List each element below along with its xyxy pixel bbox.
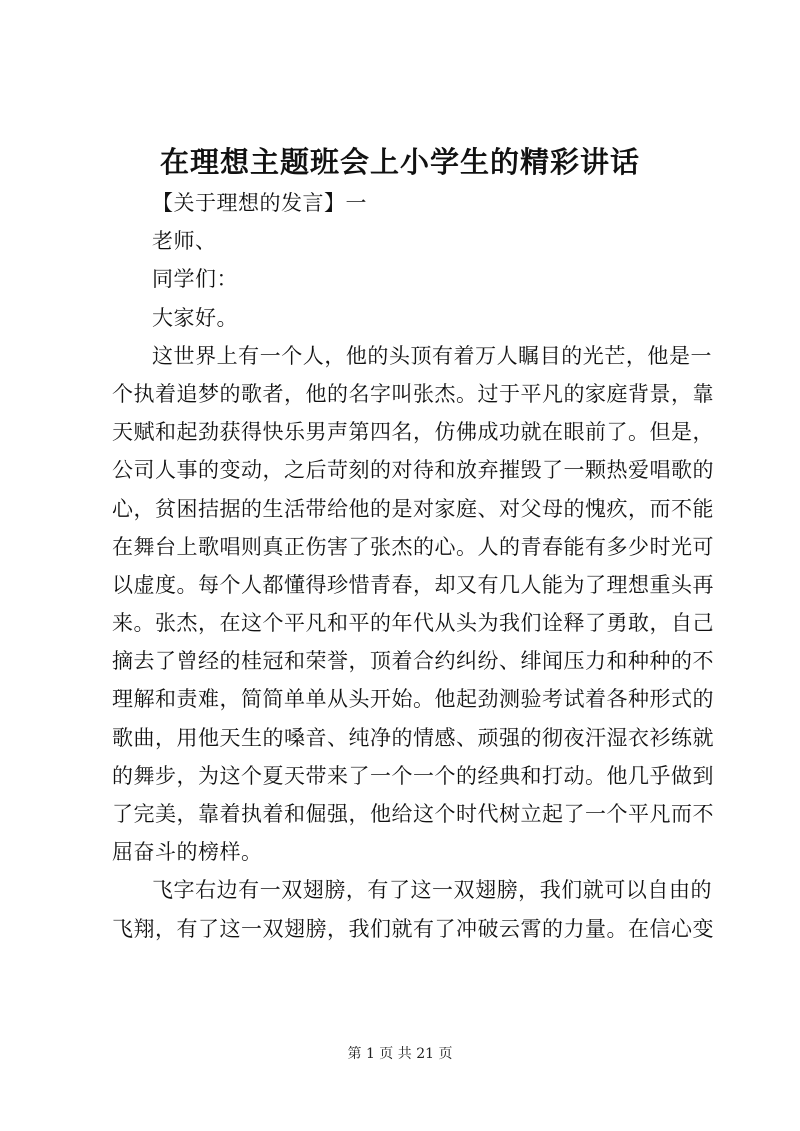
paragraph-line: 飞翔，有了这一双翅膀，我们就有了冲破云霄的力量。在信心变 [112,916,714,941]
document-body [112,184,712,948]
paragraph-line: 在舞台上歌唱则真正伤害了张杰的心。人的青春能有多少时光可 [112,534,714,559]
page-number-footer: 第 1 页 共 21 页 [347,1046,453,1062]
paragraph-line: 屈奋斗的榜样。 [112,840,263,865]
opening-line: 【关于理想的发言】一 [152,191,367,215]
paragraph-line: 了完美，靠着执着和倔强，他给这个时代树立起了一个平凡而不 [112,802,714,826]
paragraph-1 [112,337,712,872]
paragraph-line: 公司人事的变动，之后苛刻的对待和放弃摧毁了一颗热爱唱歌的 [112,458,714,483]
paragraph-line: 的舞步，为这个夏天带来了一个一个的经典和打动。他几乎做到 [112,763,714,788]
paragraph-line: 以虚度。每个人都懂得珍惜青春，却又有几人能为了理想重头再 [112,572,714,597]
greeting-line: 大家好。 [152,305,238,330]
paragraph-line: 理解和责难，简简单单从头开始。他起劲测验考试着各种形式的 [112,687,714,712]
salutation-students: 同学们： [152,267,238,292]
paragraph-line: 来。张杰，在这个平凡和平的年代从头为我们诠释了勇敢，自己 [112,611,714,636]
document-title: 在理想主题班会上小学生的精彩讲话 [159,145,640,179]
paragraph-line: 个执着追梦的歌者，他的名字叫张杰。过于平凡的家庭背景，靠 [112,381,714,406]
paragraph-2 [112,871,712,947]
paragraph-line: 摘去了曾经的桂冠和荣誉，顶着合约纠纷、绯闻压力和种种的不 [112,649,714,674]
salutation-teachers: 老师、 [152,229,217,254]
paragraph-line: 这世界上有一个人，他的头顶有着万人瞩目的光芒，他是一 [152,343,712,368]
paragraph-line: 心，贫困拮据的生活带给他的是对家庭、对父母的愧疚，而不能 [112,496,714,521]
paragraph-line: 歌曲，用他天生的嗓音、纯净的情感、顽强的彻夜汗湿衣衫练就 [112,725,714,750]
paragraph-line: 天赋和起劲获得快乐男声第四名，仿佛成功就在眼前了。但是， [112,420,714,445]
paragraph-line: 飞字右边有一双翅膀，有了这一双翅膀，我们就可以自由的 [152,878,712,903]
